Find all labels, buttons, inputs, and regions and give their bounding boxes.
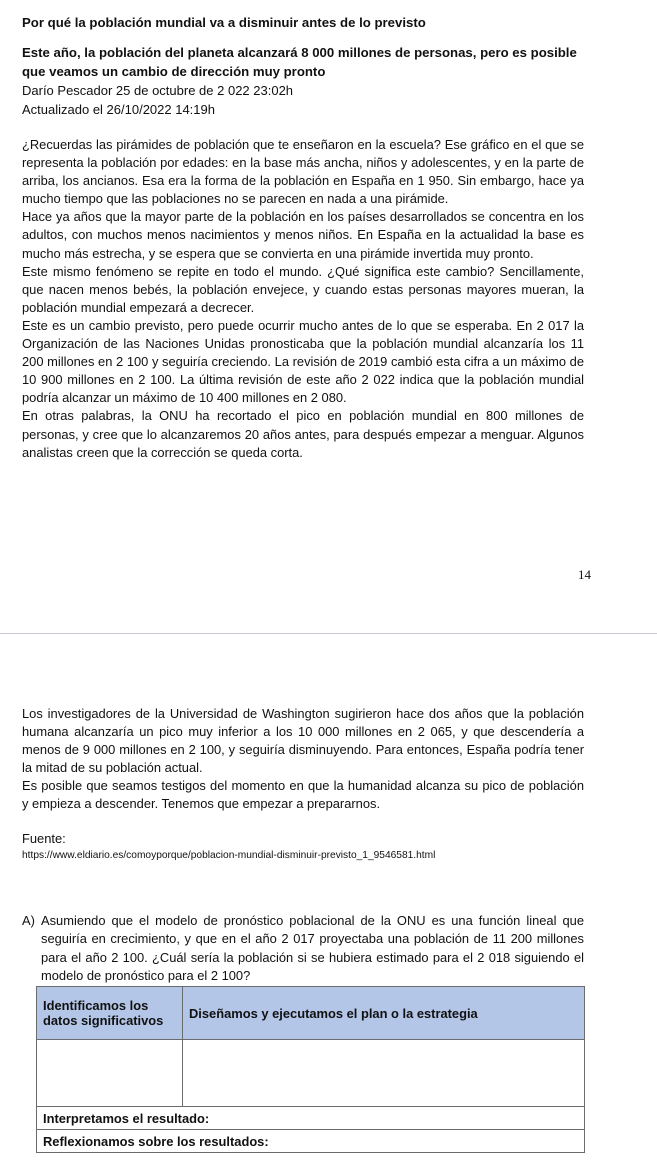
- article-subtitle: Este año, la población del planeta alcanzará 8 000 millones de personas, pero es posible que veamos un cambio de dirección muy pronto: [22, 45, 577, 79]
- answer-cell-data[interactable]: [37, 1040, 183, 1107]
- page-one: [22, 14, 584, 462]
- paragraph-5: En otras palabras, la ONU ha recortado el pico en población mundial en 800 millones de personas, y cree que lo alcanzaremos 20 años antes, para después empezar a menguar. Algunos analistas creen que la corrección se queda corta.: [22, 408, 584, 460]
- page-divider: [0, 633, 657, 634]
- paragraph-1: ¿Recuerdas las pirámides de población que te enseñaron en la escuela? Ese gráfico en el que se representa la población por edades: en la base más ancha, niños y adolescentes, y en la parte de arriba, los ancianos. Esa era la forma de la población en España en 1 950. Sin embargo, hace ya mucho tiempo que las poblaciones no se parecen en nada a una pirámide.: [22, 137, 584, 207]
- article-title: Por qué la población mundial va a disminuir antes de lo previsto: [22, 15, 426, 30]
- source-label: Fuente:: [22, 830, 66, 846]
- paragraph-4: Este es un cambio previsto, pero puede ocurrir mucho antes de lo que se esperaba. En 2 017 la Organización de las Naciones Unidas pronosticaba que la población mundial alcanzaría los 11 200 millones en 2 100 y seguiría creciendo. La revisión de 2019 cambió esta cifra a un máximo de 10 900 millones en 2 100. La última revisión de este año 2 022 indica que la población mundial podría alcanzar un máximo de 10 400 millones en 2 080.: [22, 317, 584, 406]
- reflect-cell[interactable]: Reflexionamos sobre los resultados:: [37, 1130, 585, 1153]
- question-a: [22, 912, 584, 985]
- paragraph-7: Es posible que seamos testigos del momento en que la humanidad alcanza su pico de población y empieza a descender. Tenemos que empezar a prepararnos.: [22, 778, 584, 812]
- page-number: 14: [578, 567, 591, 582]
- question-text: Asumiendo que el modelo de pronóstico poblacional de la ONU es una función lineal que seguiría en crecimiento, y que en el año 2 017 proyectaba una población de 11 200 millones para el año 2 100. ¿Cuál sería la población si se hubiera estimado para el 2 018 siguiendo el modelo de pronóstico para el 2 100?: [41, 913, 584, 983]
- header-identify-data: Identificamos los datos significativos: [37, 987, 183, 1040]
- reflect-row: [37, 1130, 585, 1153]
- interpret-row: [37, 1107, 585, 1130]
- header-design-plan: Diseñamos y ejecutamos el plan o la estrategia: [183, 987, 585, 1040]
- problem-solving-table: [36, 986, 585, 1153]
- byline: Darío Pescador 25 de octubre de 2 022 23:02h: [22, 83, 294, 98]
- updated-date: Actualizado el 26/10/2022 14:19h: [22, 102, 215, 117]
- answer-cell-plan[interactable]: [183, 1040, 585, 1107]
- question-letter: A): [22, 913, 35, 928]
- interpret-cell[interactable]: Interpretamos el resultado:: [37, 1107, 585, 1130]
- answer-row: [37, 1040, 585, 1107]
- source-url[interactable]: https://www.eldiario.es/comoyporque/poblacion-mundial-disminuir-previsto_1_9546581.html: [22, 849, 436, 861]
- paragraph-6: Los investigadores de la Universidad de Washington sugirieron hace dos años que la población humana alcanzaría un pico muy inferior a los 10 000 millones en 2 065, y que descendería a menos de 9 000 millones en 2 100, y seguiría disminuyendo. Para entonces, España podría tener la mitad de su población actual.: [22, 706, 584, 776]
- table-header-row: [37, 987, 585, 1040]
- page-two: [22, 705, 584, 864]
- paragraph-2: Hace ya años que la mayor parte de la población en los países desarrollados se concentra en los adultos, con muchos menos nacimientos y menos niños. En España en la actualidad la base es mucho más estrecha, y se espera que se convierta en una pirámide invertida muy pronto.: [22, 209, 584, 261]
- paragraph-3: Este mismo fenómeno se repite en todo el mundo. ¿Qué significa este cambio? Sencillamente, que nacen menos bebés, la población envejece, y cuando estas personas mayores mueran, la población mundial empezará a decrecer.: [22, 263, 584, 315]
